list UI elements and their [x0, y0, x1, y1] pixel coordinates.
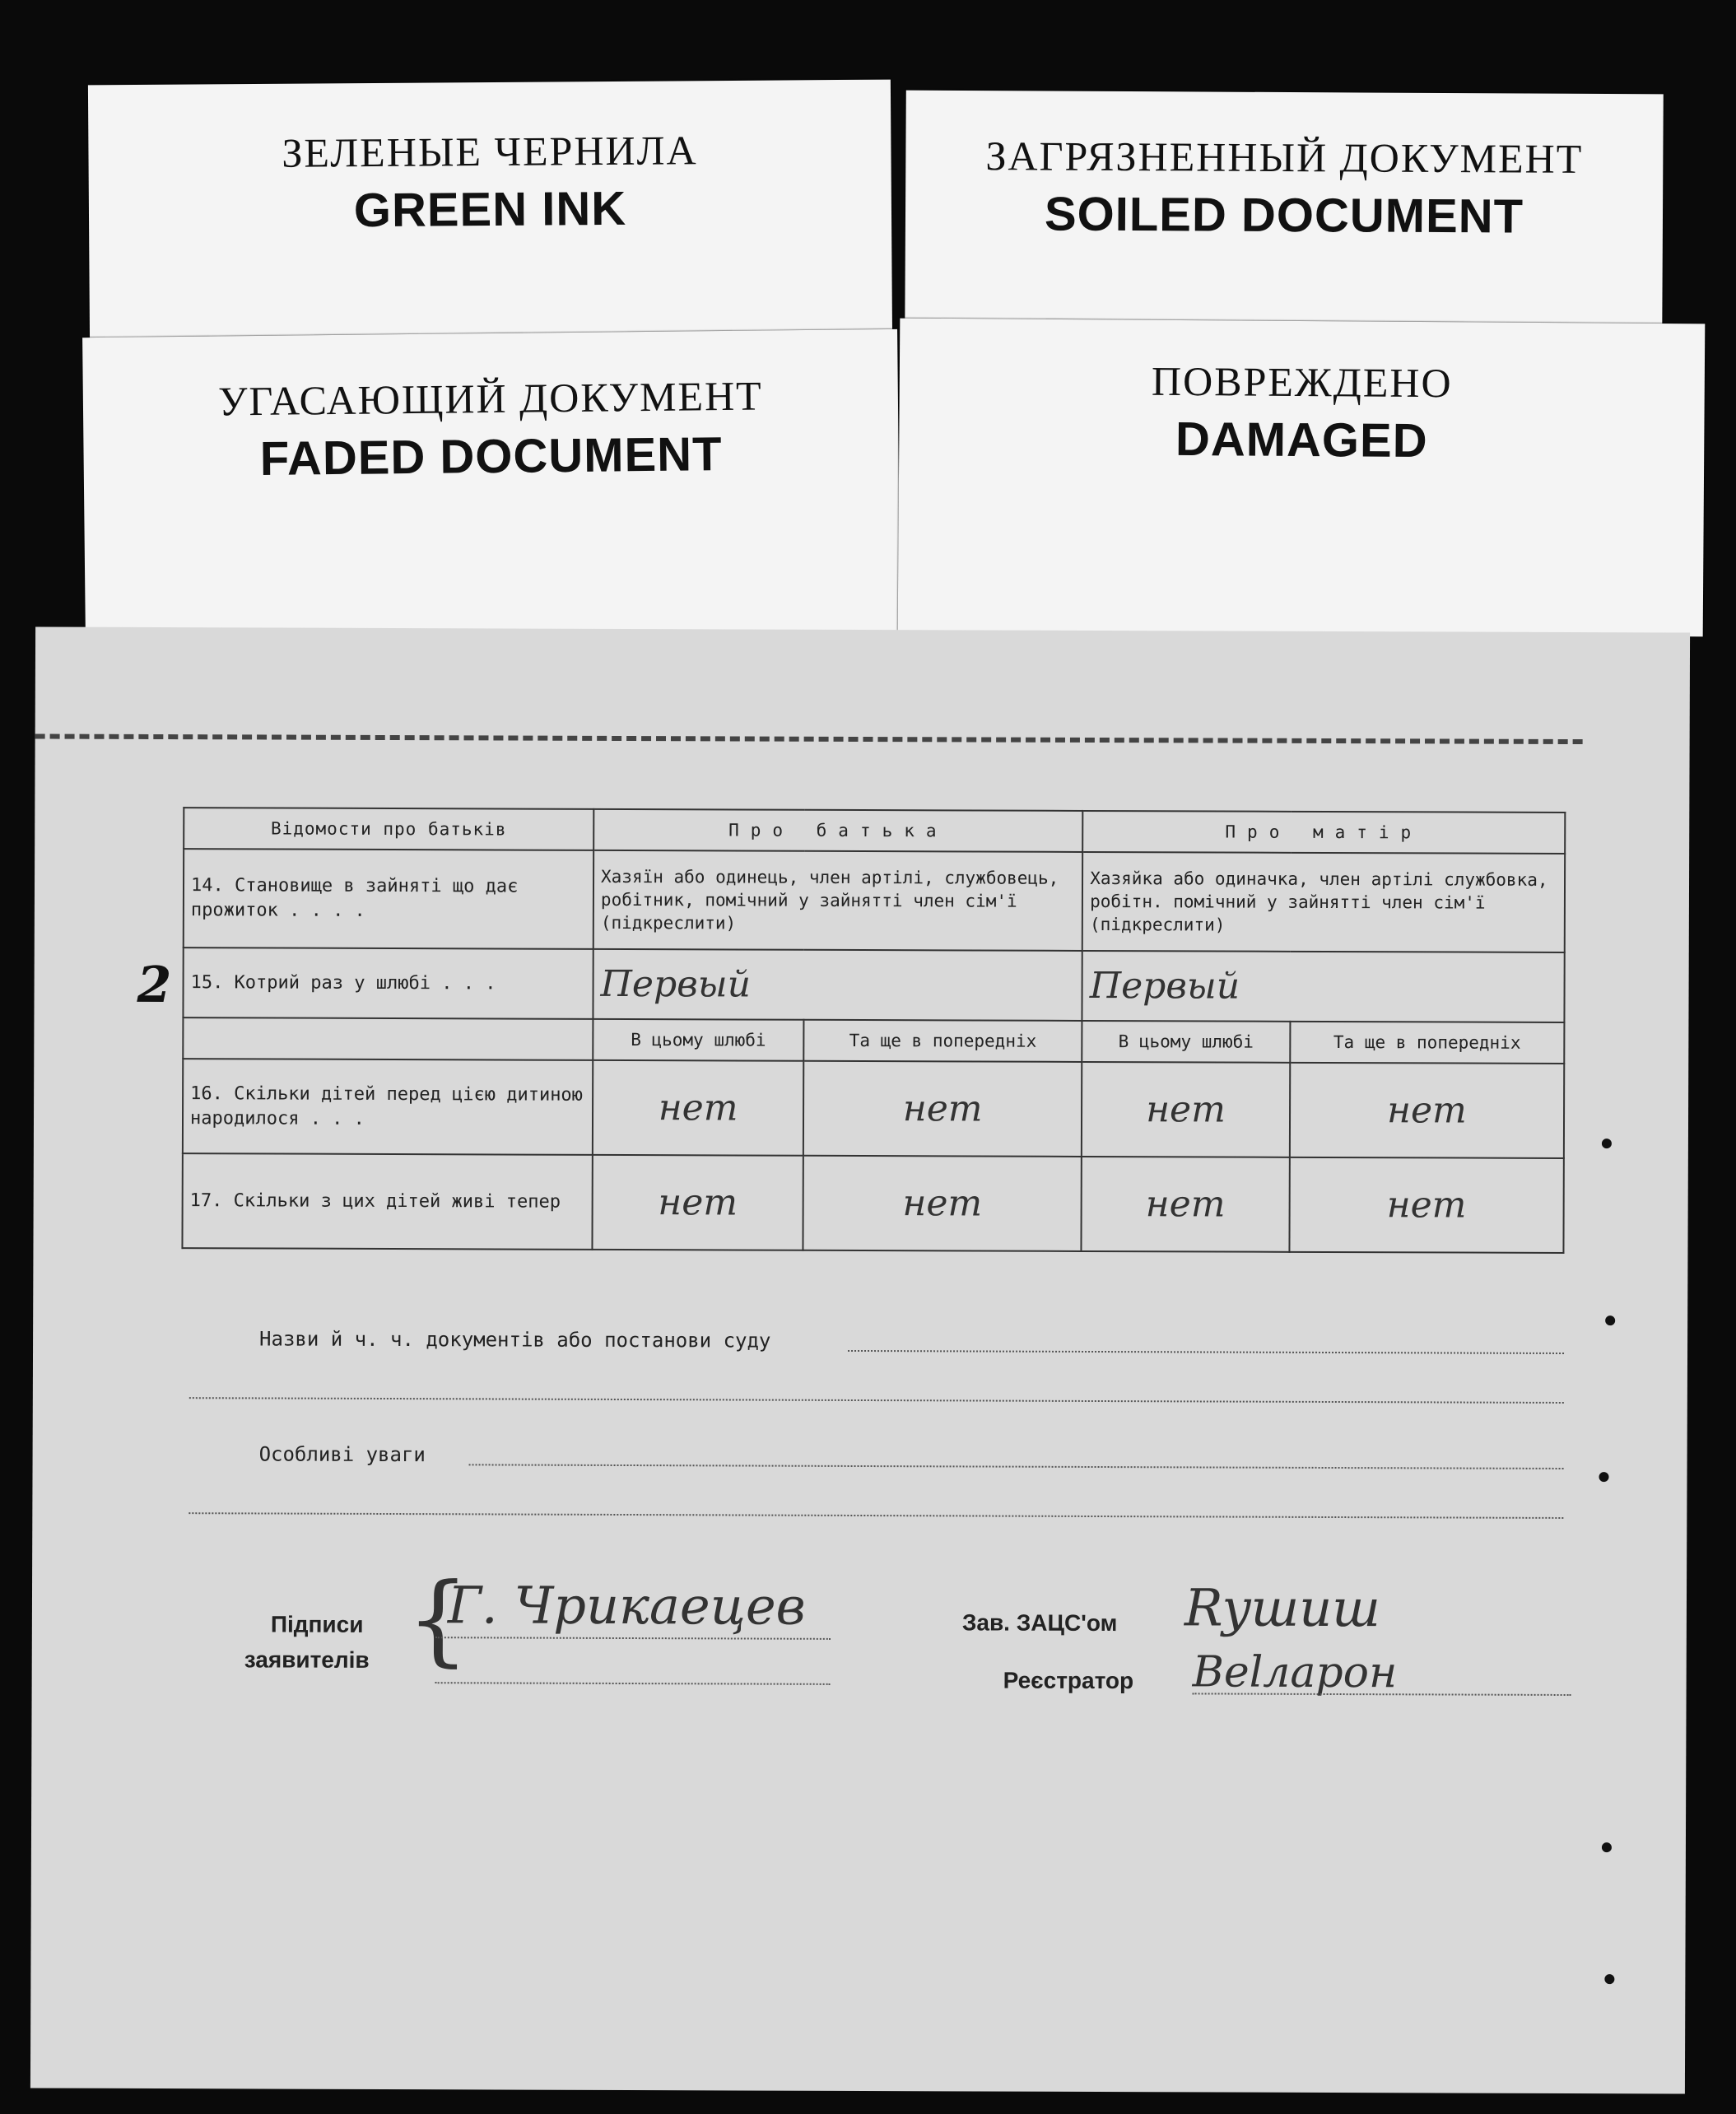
applicants-label-1: Підписи [270, 1611, 364, 1637]
registrar-signature: Веlларон [1192, 1647, 1398, 1698]
label-card-green-ink [88, 80, 892, 349]
row14-father: Хазяїн або одинець, член артілі, службовець, робітник, помічний у зайнятті член сім'ї (підкреслити) [593, 850, 1083, 951]
binder-hole [1599, 1472, 1608, 1482]
label-en: SOILED DOCUMENT [1044, 187, 1524, 244]
row17-v2: нет [803, 1156, 1082, 1251]
registrar-label: Реєстратор [1003, 1667, 1134, 1694]
applicant-signature: Г. Чрикаецев [447, 1575, 806, 1637]
row17-v4: нет [1289, 1157, 1564, 1253]
label-en: DAMAGED [1175, 412, 1428, 468]
perforation-line [35, 733, 1583, 744]
head-label: Зав. ЗАЦС'ом [961, 1609, 1118, 1637]
documents-line-1 [848, 1350, 1564, 1354]
row16-question: 16. Скільки дітей перед цією дитиною народилося . . . [183, 1059, 593, 1155]
row16-v2: нет [803, 1061, 1082, 1157]
subhead-father-prev: Та ще в попередніх [803, 1020, 1082, 1062]
header-info: Відомости про батьків [184, 808, 593, 850]
label-card-faded-document [82, 329, 901, 642]
binder-hole [1604, 1974, 1614, 1984]
row14-question: 14. Становище в зайняті що дає прожиток . . . . [184, 849, 593, 949]
parents-info-table [181, 807, 1566, 1254]
label-card-soiled-document [905, 91, 1664, 342]
header-father: Про батька [593, 809, 1082, 852]
applicant-line-1 [435, 1637, 831, 1640]
notes-line-2 [188, 1512, 1563, 1519]
label-ru: ЗАГРЯЗНЕННЫЙ ДОКУМЕНТ [985, 133, 1584, 182]
documents-label: Назви й ч. ч. документів або постанови суду [259, 1327, 771, 1353]
notes-label: Особливі уваги [258, 1442, 426, 1467]
row16-v4: нет [1290, 1063, 1565, 1158]
applicants-label-2: заявителів [244, 1646, 370, 1673]
header-mother: Про матір [1082, 811, 1565, 854]
label-ru: УГАСАЮЩИЙ ДОКУМЕНТ [217, 372, 763, 425]
margin-mark: 2 [137, 956, 172, 1015]
documents-line-2 [189, 1397, 1564, 1404]
label-en: FADED DOCUMENT [259, 427, 723, 486]
head-signature: Ryшиш [1184, 1577, 1381, 1639]
row17-question: 17. Скільки з цих дітей живі тепер [182, 1153, 592, 1250]
row16-v1: нет [593, 1060, 803, 1156]
label-card-damaged [898, 319, 1706, 637]
subhead-mother-prev: Та ще в попередніх [1290, 1022, 1564, 1064]
label-ru: ПОВРЕЖДЕНО [1151, 357, 1453, 407]
binder-hole [1602, 1842, 1612, 1852]
subhead-mother-this: В цьому шлюбі [1082, 1021, 1290, 1063]
row15-question: 15. Котрий раз у шлюбі . . . [183, 948, 593, 1019]
binder-hole [1602, 1138, 1612, 1148]
row17-v3: нет [1082, 1157, 1290, 1252]
row17-v1: нет [592, 1155, 803, 1250]
subhead-father-this: В цьому шлюбі [593, 1019, 803, 1061]
row15-mother: Первый [1082, 951, 1565, 1022]
form-sheet [30, 626, 1690, 2093]
row16-v3: нет [1082, 1062, 1290, 1157]
row14-mother: Хазяйка або одиначка, член артілі службовка, робітн. помічний у зайнятті член сім'ї (підкреслити) [1082, 852, 1565, 952]
applicant-line-2 [435, 1682, 831, 1685]
label-ru: ЗЕЛЕНЫЕ ЧЕРНИЛА [282, 127, 698, 176]
binder-hole [1605, 1315, 1615, 1325]
applicants-brace: { [406, 1562, 470, 1678]
notes-line-1 [469, 1464, 1564, 1469]
row15-father: Первый [593, 949, 1082, 1021]
label-en: GREEN INK [353, 181, 627, 238]
subhead-spacer [183, 1017, 593, 1060]
